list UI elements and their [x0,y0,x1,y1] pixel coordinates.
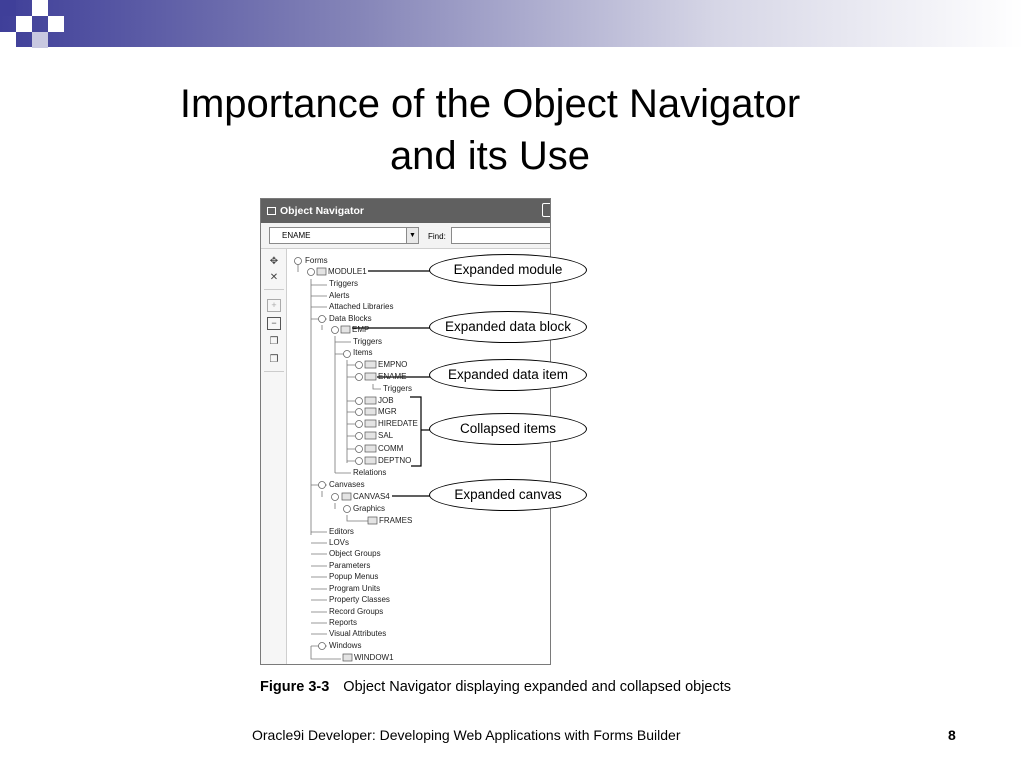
tree-node-forms[interactable]: Forms [305,256,328,265]
tree-node-alerts[interactable]: Alerts [329,291,350,300]
tree-node-attached-libraries[interactable]: Attached Libraries [329,302,394,311]
header-square-3 [32,0,48,16]
tree-node-lovs[interactable]: LOVs [329,538,350,547]
callout-expanded-canvas: Expanded canvas [429,479,587,511]
tree-node-deptno[interactable]: DEPTNO [378,456,412,465]
tree-node-emp-triggers[interactable]: Triggers [353,337,383,346]
tree-node-reports[interactable]: Reports [329,618,358,627]
slide-title-line-2: and its Use [389,134,591,178]
header-square-2 [16,16,32,32]
tree-node-job[interactable]: JOB [378,396,394,405]
figure-caption [260,679,731,695]
tree-node-windows[interactable]: Windows [329,641,362,650]
tree-node-sal[interactable]: SAL [378,431,394,440]
figure-label: Figure 3-3 [260,679,330,695]
tree-node-empno[interactable]: EMPNO [378,360,408,369]
tree-node-popup-menus[interactable]: Popup Menus [329,572,379,581]
tree-node-module[interactable]: MODULE1 [328,267,367,276]
callout-collapsed-items: Collapsed items [429,413,587,445]
tree-node-window1[interactable]: WINDOW1 [354,653,394,662]
tree-node-frames[interactable]: FRAMES [379,516,413,525]
tree-node-triggers[interactable]: Triggers [329,279,359,288]
tree-node-program-units[interactable]: Program Units [329,584,381,593]
header-square-4 [32,32,48,48]
tree-node-emp[interactable]: EMP [352,325,370,334]
tree-node-mgr[interactable]: MGR [378,407,397,416]
tree-node-ename-triggers[interactable]: Triggers [383,384,413,393]
find-label: Find: [428,232,446,241]
header-square-6 [48,16,64,32]
move-icon[interactable]: ✥ [269,256,279,267]
slide-title [100,78,880,182]
tree-node-data-blocks[interactable]: Data Blocks [329,314,372,323]
tree-node-comm[interactable]: COMM [378,444,404,453]
tree-node-visual-attributes[interactable]: Visual Attributes [329,629,387,638]
tree-node-graphics[interactable]: Graphics [353,504,386,513]
collapse-all-icon[interactable]: ❐ [269,354,279,365]
tree-node-object-groups[interactable]: Object Groups [329,549,381,558]
tree-node-parameters[interactable]: Parameters [329,561,371,570]
dropdown-arrow-icon[interactable]: ▼ [406,228,418,243]
delete-icon[interactable]: ✕ [269,272,279,283]
tree-node-items[interactable]: Items [353,348,373,357]
collapse-icon[interactable]: − [267,317,281,330]
slide-footer: Oracle9i Developer: Developing Web Applications with Forms Builder [252,727,681,743]
header-square-5 [0,32,16,48]
header-band [0,0,1024,47]
expand-icon[interactable]: + [267,299,281,312]
tree-node-editors[interactable]: Editors [329,527,354,536]
tree-node-record-groups[interactable]: Record Groups [329,607,384,616]
callout-expanded-data-block: Expanded data block [429,311,587,343]
navigator-title: Object Navigator [280,205,365,217]
slide-title-line-1: Importance of the Object Navigator [179,82,801,126]
page-number: 8 [948,727,956,743]
header-square-1 [0,0,16,16]
expand-all-icon[interactable]: ❐ [269,336,279,347]
tree-node-canvases[interactable]: Canvases [329,480,365,489]
tree-node-hiredate[interactable]: HIREDATE [378,419,418,428]
tree-node-property-classes[interactable]: Property Classes [329,595,390,604]
tree-node-canvas4[interactable]: CANVAS4 [353,492,390,501]
tree-node-ename[interactable]: ENAME [378,372,407,381]
tree-node-relations[interactable]: Relations [353,468,387,477]
callout-expanded-module: Expanded module [429,254,587,286]
object-select-value: ENAME [282,231,311,240]
callout-expanded-data-item: Expanded data item [429,359,587,391]
figure-caption-text: Object Navigator displaying expanded and collapsed objects [343,679,732,695]
